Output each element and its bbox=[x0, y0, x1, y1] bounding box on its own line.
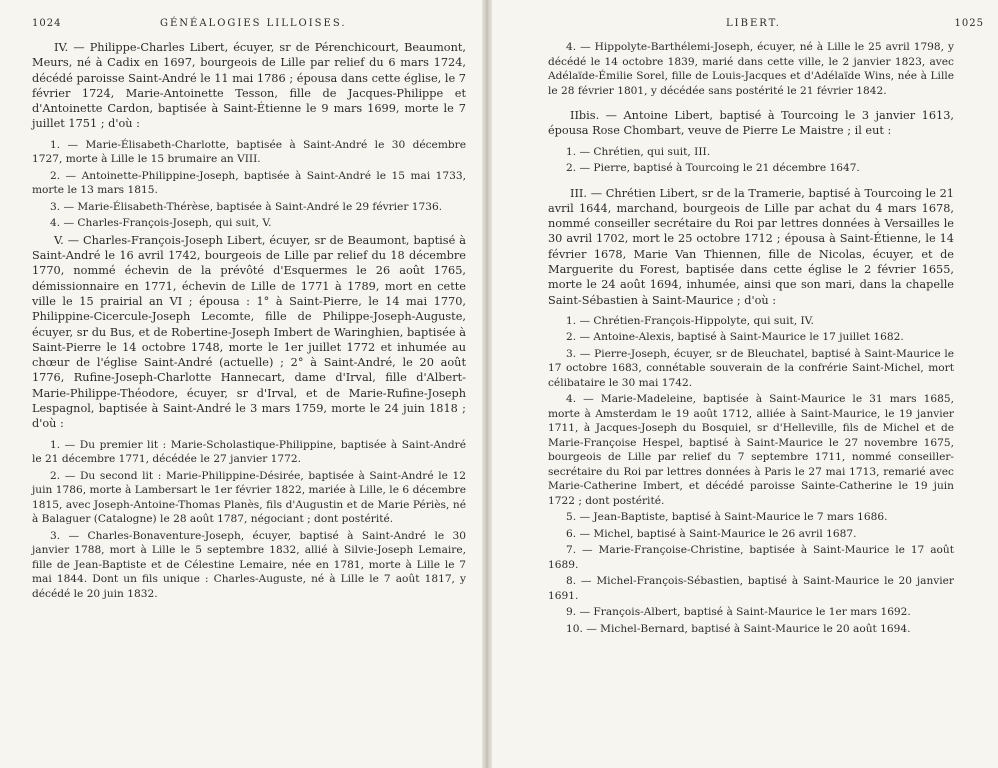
child-entry: 4. — Charles-François-Joseph, qui suit, V. bbox=[50, 217, 272, 230]
book-gutter bbox=[482, 0, 492, 768]
child-entry: 1. — Chrétien, qui suit, III. bbox=[566, 145, 711, 158]
generation-paragraph: IIbis. — Antoine Libert, baptisé à Tourcoing le 3 janvier 1613, épousa Rose Chombart, veuve de Pierre Le Maistre ; il eut : bbox=[548, 109, 954, 138]
child-entry: 10. — Michel-Bernard, baptisé à Saint-Maurice le 20 août 1694. bbox=[566, 622, 911, 635]
child-entry: 2. — Du second lit : Marie-Philippine-Désirée, baptisée à Saint-André le 12 juin 1786, morte à Lambersart le 1er février 1822, mariée à Lille, le 6 décembre 1815, avec Joseph-Antoine-Thomas Planès, fils d'Augustin et de Marie Périès, né à Balaguer (Catalogne) le 28 août 1787, négociant ; dont postérité. bbox=[32, 469, 466, 526]
child-entry: 3. — Pierre-Joseph, écuyer, sr de Bleuchatel, baptisé à Saint-Maurice le 17 octobre 1683, connétable souverain de la confrérie Saint-Michel, mort célibataire le 30 mai 1742. bbox=[548, 347, 954, 389]
left-page-header bbox=[32, 14, 466, 40]
right-page-body bbox=[548, 40, 954, 636]
left-running-title: GÉNÉALOGIES LILLOISES. bbox=[160, 18, 347, 29]
child-entry: 5. — Jean-Baptiste, baptisé à Saint-Maurice le 7 mars 1686. bbox=[566, 511, 888, 524]
paragraph-spacer bbox=[548, 178, 954, 186]
right-page-header bbox=[548, 14, 984, 40]
child-entry: 4. — Marie-Madeleine, baptisée à Saint-Maurice le 31 mars 1685, morte à Amsterdam le 19 août 1712, alliée à Saint-Maurice, le 19 janvier 1711, à Jacques-Joseph du Bosquiel, sr d'Helleville, fils de Michel et de Marie-Françoise Hespel, baptisé à Saint-Maurice le 27 novembre 1675, bourgeois de Lille par relief du 7 septembre 1711, nommé conseiller-secrétaire du Roi par lettres données à Paris le 27 mai 1713, remarié avec Marie-Catherine Imbert, et décédé paroisse Sainte-Catherine le 19 juin 1722 ; dont postérité. bbox=[548, 393, 954, 507]
child-entry: 7. — Marie-Françoise-Christine, baptisée à Saint-Maurice le 17 août 1689. bbox=[548, 544, 954, 571]
right-running-title: LIBERT. bbox=[726, 18, 781, 29]
child-entry: 3. — Marie-Élisabeth-Thérèse, baptisée à Saint-André le 29 février 1736. bbox=[50, 200, 443, 213]
child-entry: 8. — Michel-François-Sébastien, baptisé à Saint-Maurice le 20 janvier 1691. bbox=[548, 575, 954, 602]
generation-paragraph: V. — Charles-François-Joseph Libert, écuyer, sr de Beaumont, baptisé à Saint-André le 16 avril 1742, bourgeois de Lille par relief du 18 décembre 1770, nommé échevin de la prévôté d'Esquermes le 26 août 1765, démissionnaire en 1771, échevin de Lille de 1771 à 1789, mort en cette ville le 15 prairial an VI ; épousa : 1° à Saint-Pierre, le 14 mai 1770, Philippine-Cicercule-Joseph Lecomte, fille de Philippe-Joseph-Auguste, écuyer, sr du Bus, et de Robertine-Joseph Imbert de Waringhien, baptisée à Saint-Pierre le 14 octobre 1748, morte le 1er juillet 1772 et inhumée au chœur de l'église Saint-André (actuelle) ; 2° à Saint-André, le 20 août 1776, Rufine-Joseph-Charlotte Hannecart, dame d'Irval, fille d'Albert-Marie-Philippe-Théodore, écuyer, sr d'Irval, et de Marie-Rufine-Joseph Lespagnol, baptisée à Saint-André le 3 mars 1759, morte le 24 juin 1818 ; d'où : bbox=[32, 233, 466, 431]
left-page bbox=[0, 0, 482, 768]
child-entry: 9. — François-Albert, baptisé à Saint-Maurice le 1er mars 1692. bbox=[566, 606, 911, 619]
child-entry: 6. — Michel, baptisé à Saint-Maurice le 26 avril 1687. bbox=[566, 527, 857, 540]
child-entry: 2. — Pierre, baptisé à Tourcoing le 21 décembre 1647. bbox=[566, 162, 860, 175]
generation-paragraph: III. — Chrétien Libert, sr de la Tramerie, baptisé à Tourcoing le 21 avril 1644, marchand, bourgeois de Lille par achat du 4 mars 1678, nommé conseiller secrétaire du Roi par lettres données à Versailles le 30 avril 1702, mort le 25 octobre 1712 ; épousa à Saint-Étienne, le 14 février 1678, Marie Van Thiennen, fille de Nicolas, écuyer, et de Marguerite du Forest, baptisée dans cette église le 2 février 1655, morte le 24 août 1694, inhumée, ainsi que son mari, dans la chapelle Saint-Sébastien à Saint-Maurice ; d'où : bbox=[548, 186, 954, 307]
generation-paragraph: IV. — Philippe-Charles Libert, écuyer, sr de Pérenchicourt, Beaumont, Meurs, né à Cadix en 1697, bourgeois de Lille par relief du 6 mars 1724, décédé paroisse Saint-André le 11 mai 1786 ; épousa dans cette église, le 7 février 1724, Marie-Antoinette Tesson, fille de Jacques-Philippe et d'Antoinette Cardon, baptisée à Saint-Étienne le 9 mars 1699, morte le 7 juillet 1751 ; d'où : bbox=[32, 41, 466, 131]
child-entry: 1. — Chrétien-François-Hippolyte, qui suit, IV. bbox=[566, 314, 814, 327]
child-entry: 1. — Du premier lit : Marie-Scholastique-Philippine, baptisée à Saint-André le 21 décembre 1771, décédée le 27 janvier 1772. bbox=[32, 438, 466, 466]
child-entry: 3. — Charles-Bonaventure-Joseph, écuyer, baptisé à Saint-André le 30 janvier 1788, mort à Lille le 5 septembre 1832, allié à Silvie-Joseph Lemaire, fille de Jean-Baptiste et de Célestine Lemaire, née en 1781, morte à Lille le 7 mai 1844. Dont un fils unique : Charles-Auguste, né à Lille le 7 août 1817, y décédé le 20 juin 1832. bbox=[32, 529, 466, 600]
left-page-number: 1024 bbox=[32, 18, 62, 29]
paragraph-spacer bbox=[548, 100, 954, 108]
right-page-number: 1025 bbox=[954, 18, 984, 29]
child-entry: 2. — Antoine-Alexis, baptisé à Saint-Maurice le 17 juillet 1682. bbox=[566, 331, 904, 344]
child-entry: 1. — Marie-Élisabeth-Charlotte, baptisée à Saint-André le 30 décembre 1727, morte à Lille le 15 brumaire an VIII. bbox=[32, 138, 466, 166]
child-entry: 4. — Hippolyte-Barthélemi-Joseph, écuyer, né à Lille le 25 avril 1798, y décédé le 14 octobre 1839, marié dans cette ville, le 2 janvier 1823, avec Adélaïde-Émilie Sorel, fille de Louis-Jacques et d'Adélaïde Wins, née à Lille le 28 février 1801, y décédée sans postérité le 21 février 1842. bbox=[548, 41, 954, 97]
child-entry: 2. — Antoinette-Philippine-Joseph, baptisée à Saint-André le 15 mai 1733, morte le 13 mars 1815. bbox=[32, 169, 466, 197]
left-page-body bbox=[32, 40, 466, 601]
right-page bbox=[492, 0, 998, 768]
